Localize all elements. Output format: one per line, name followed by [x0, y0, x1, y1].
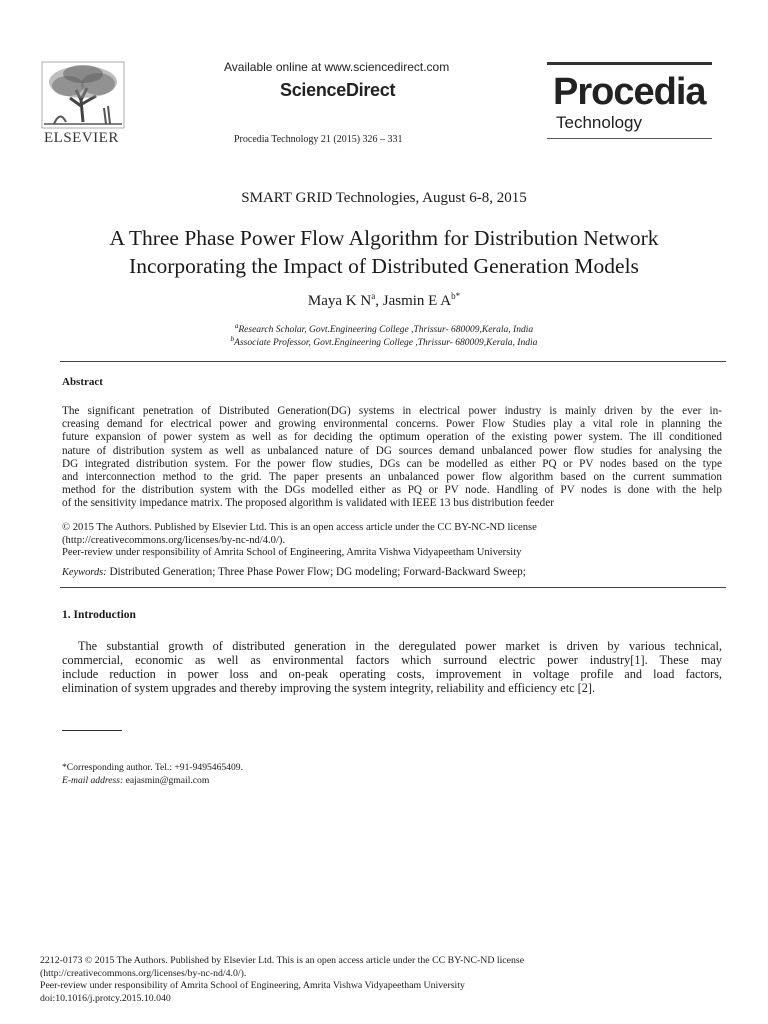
divider-middle	[60, 587, 726, 588]
title-line-1: A Three Phase Power Flow Algorithm for Distribution Network	[109, 226, 659, 250]
affiliation-a	[0, 322, 768, 335]
intro-line: The substantial growth of distributed generation in the deregulated power market is driven by various technical,	[78, 639, 722, 653]
procedia-subbrand: Technology	[556, 113, 643, 132]
email-label: E-mail address:	[62, 774, 124, 786]
affiliation-b	[0, 335, 768, 348]
procedia-brand: Procedia	[553, 71, 706, 113]
affiliation-b-mark: b	[230, 335, 235, 343]
paper-title	[20, 224, 748, 280]
abstract-body	[62, 405, 722, 511]
author-1-affil: a	[371, 291, 376, 301]
abstract-line: The significant penetration of Distributed Generation(DG) systems in electrical power industry is mainly driven by the ever in-	[62, 405, 722, 417]
keywords	[62, 566, 526, 578]
abstract-line: nature of distribution system as well as unbalanced nature of DG sources demand unbalanced power flow studies for analysing the	[62, 444, 722, 457]
footer-license-link[interactable]: (http://creativecommons.org/licenses/by-nc-nd/4.0/).	[40, 967, 247, 979]
introduction-heading: 1. Introduction	[62, 609, 136, 621]
copyright-line-1: © 2015 The Authors. Published by Elsevier Ltd. This is an open access article under the CC BY-NC-ND license	[62, 522, 537, 533]
affiliation-a-text: Research Scholar, Govt.Engineering College ,Thrissur- 680009,Kerala, India	[238, 325, 534, 336]
intro-line: include reduction in power loss and on-peak operating costs, improvement in voltage profile and load factors,	[62, 667, 722, 681]
footer-line-3: Peer-review under responsibility of Amrita School of Engineering, Amrita Vishwa Vidyapeetham University	[40, 980, 465, 992]
email-address[interactable]: eajasmin@gmail.com	[123, 774, 210, 786]
intro-line: elimination of system upgrades and thereby improving the system integrity, reliability and efficiency etc [2].	[62, 681, 596, 695]
affiliation-b-text: Associate Professor, Govt.Engineering College ,Thrissur- 680009,Kerala, India	[234, 338, 538, 349]
author-separator: ,	[375, 293, 383, 309]
keywords-list: Distributed Generation; Three Phase Power Flow; DG modeling; Forward-Backward Sweep;	[106, 566, 526, 578]
journal-reference: Procedia Technology 21 (2015) 326 – 331	[234, 134, 403, 145]
page-footer	[40, 955, 524, 1005]
keywords-label: Keywords:	[62, 567, 107, 578]
abstract-line: of the sensitivity impedance matrix. The proposed algorithm is validated with IEEE 13 bus distribution feeder	[62, 497, 554, 510]
abstract-line: creasing demand for electrical power and growing environmental concerns. Power Flow Studies play a vital role in planning the	[62, 418, 722, 431]
introduction-body	[62, 639, 722, 695]
abstract-line: and interconnection method to the grid. The paper presents an unbalanced power flow algorithm based on the current summation	[62, 471, 722, 484]
title-line-2: Incorporating the Impact of Distributed Generation Models	[129, 254, 639, 278]
doi-link[interactable]: doi:10.1016/j.protcy.2015.10.040	[40, 992, 171, 1004]
license-link[interactable]: (http://creativecommons.org/licenses/by-nc-nd/4.0/).	[62, 534, 286, 546]
brand-top-rule	[547, 62, 712, 65]
footer-line-1: 2212-0173 © 2015 The Authors. Published by Elsevier Ltd. This is an open access article under the CC BY-NC-ND license	[40, 955, 525, 966]
peer-review-note: Peer-review under responsibility of Amrita School of Engineering, Amrita Vishwa Vidyapeetham University	[62, 547, 522, 558]
corresponding-author: *Corresponding author. Tel.: +91-9495465409.	[62, 762, 243, 773]
available-online-link[interactable]: Available online at www.sciencedirect.com	[224, 60, 450, 74]
author-1: Maya K N	[307, 293, 372, 309]
abstract-line: future expansion of power system as well as for deciding the optimum operation of the existing power system. The ill conditioned	[62, 431, 722, 444]
publisher-name: ELSEVIER	[44, 130, 119, 146]
divider-top	[60, 361, 726, 362]
abstract-heading: Abstract	[62, 376, 103, 388]
intro-line: commercial, economic as well as environmental factors which surround electric power industry[1]. These may	[62, 653, 722, 667]
copyright-notice	[62, 522, 537, 547]
author-2-affil: b*	[451, 291, 461, 301]
author-list	[0, 291, 768, 310]
conference-line: SMART GRID Technologies, August 6-8, 2015	[241, 190, 527, 206]
footnote-rule	[62, 730, 122, 731]
affiliation-a-mark: a	[234, 322, 239, 330]
abstract-line: DG integrated distribution system. For the power flow studies, DGs can be modelled as either PQ or PV nodes based on the type	[62, 457, 722, 470]
author-2: Jasmin E A	[382, 293, 452, 309]
brand-bottom-rule	[547, 138, 712, 139]
abstract-line: method for the distribution system with the DGs modelled either as PQ or PV node. Handling of PV nodes is done with the help	[62, 484, 722, 497]
sciencedirect-logo: ScienceDirect	[280, 80, 396, 100]
footnote	[62, 762, 243, 787]
